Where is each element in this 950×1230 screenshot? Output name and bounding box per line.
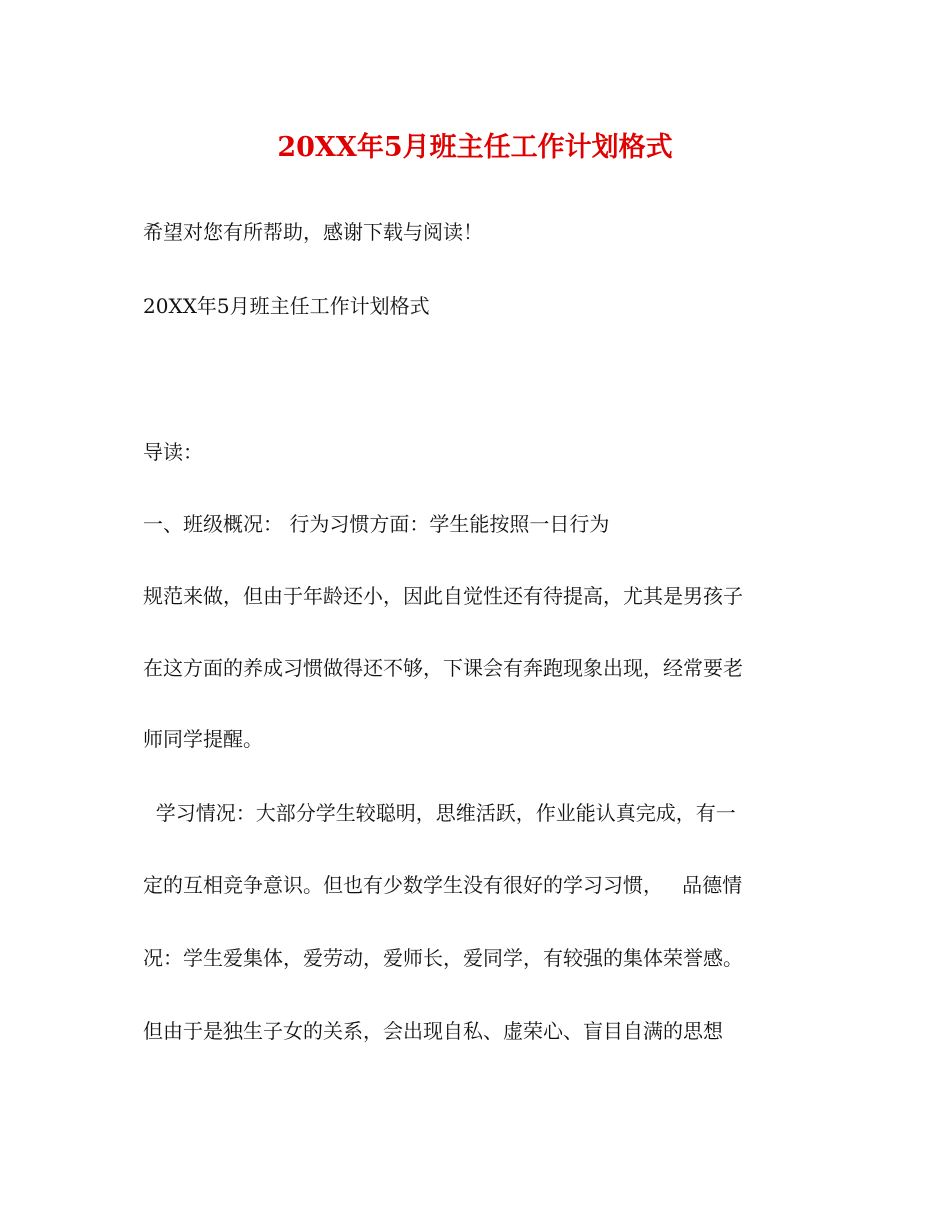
body-line: 在这方面的养成习惯做得还不够，下课会有奔跑现象出现，经常要老 [143,656,743,680]
intro-line: 希望对您有所帮助，感谢下载与阅读！ [143,220,483,244]
body-line: 一、班级概况： 行为习惯方面：学生能按照一日行为 [143,512,610,536]
body-line: 规范来做，但由于年龄还小，因此自觉性还有待提高，尤其是男孩子 [143,584,743,608]
body-line: 师同学提醒。 [143,727,263,751]
body-line: 但由于是独生子女的关系，会出现自私、虚荣心、盲目自满的思想 [143,1019,723,1043]
body-line: 定的互相竞争意识。但也有少数学生没有很好的学习习惯， 品德情 [143,873,743,897]
body-line: 况：学生爱集体，爱劳动，爱师长，爱同学，有较强的集体荣誉感。 [143,946,743,970]
guide-heading: 导读： [143,440,203,464]
subtitle-line: 20XX年5月班主任工作计划格式 [143,294,430,318]
body-line: 学习情况：大部分学生较聪明，思维活跃，作业能认真完成，有一 [143,801,736,825]
document-title: 20XX年5月班主任工作计划格式 [277,132,673,163]
